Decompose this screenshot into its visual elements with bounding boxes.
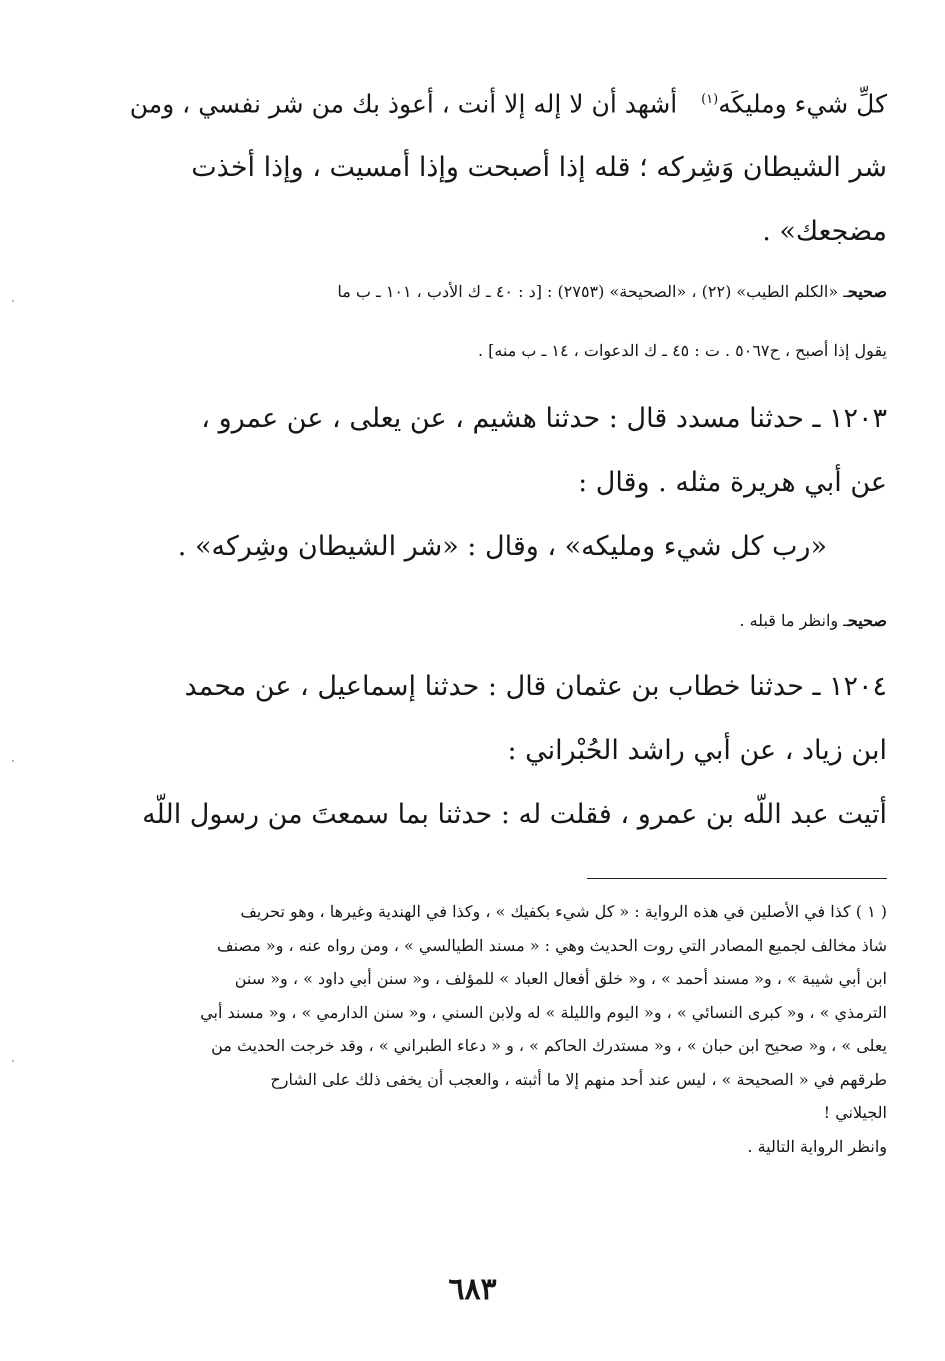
- text-line: ١٢٠٤ ـ حدثنا خطاب بن عثمان قال : حدثنا إسماعيل ، عن محمد: [184, 671, 887, 702]
- text-line: [117, 68, 887, 136]
- hadith-grade: [117, 272, 887, 371]
- text-span: ـ وانظر ما قبله .: [739, 611, 848, 630]
- footnote-line: وانظر الرواية التالية .: [747, 1136, 887, 1156]
- text-line: مضجعك» .: [762, 216, 887, 248]
- text-span: أشهد أن لا إله إلا أنت ، أعوذ بك من شر نفسي ، ومن: [129, 89, 678, 119]
- footnote-divider: [587, 878, 887, 879]
- quoted-line: «رب كل شيء ومليكه» ، وقال : «شر الشيطان وشِركه» .: [177, 531, 827, 562]
- footnote-reference[interactable]: (١): [701, 92, 719, 107]
- hadith-1204: [117, 655, 887, 847]
- text-line: شر الشيطان وَشِركه ؛ قله إذا أصبحت وإذا أمسيت ، وإذا أخذت: [191, 152, 887, 184]
- grade-label: صحيح: [847, 282, 887, 301]
- scan-speck: [12, 760, 14, 762]
- footnote-line: طرقهم في « الصحيحة » ، ليس عند أحد منهم إلا ما أثبته ، والعجب أن يخفى ذلك على الشارح: [270, 1069, 887, 1089]
- text-line: [117, 601, 887, 641]
- text-line: أتيت عبد اللّه بن عمرو ، فقلت له : حدثنا بما سمعتَ من رسول اللّه: [142, 799, 887, 830]
- hadith-grade: [117, 601, 887, 641]
- footnote-line: شاذ مخالف لجميع المصادر التي روت الحديث وهي : « مسند الطيالسي » ، ومن رواه عنه ، و« مصنف: [217, 935, 887, 955]
- scan-speck: [12, 300, 14, 302]
- text-line: يقول إذا أصبح ، ح٥٠٦٧ . ت : ٤٥ ـ ك الدعوات ، ١٤ ـ ب منه] .: [477, 341, 887, 360]
- footnote-line: الترمذي » ، و« كبرى النسائي » ، و« اليوم والليلة » له ولابن السني ، و« سنن الدارمي » ، و« مسند أبي: [200, 1002, 887, 1022]
- text-line: عن أبي هريرة مثله . وقال :: [578, 467, 887, 498]
- footnote-line: الجيلاني !: [823, 1103, 887, 1122]
- text-line: [117, 272, 887, 312]
- grade-label: صحيح: [847, 611, 887, 630]
- scan-speck: [12, 1060, 14, 1062]
- hadith-1203: [117, 387, 887, 579]
- hadith-continuation: [117, 68, 887, 264]
- page-number: ٦٨٣: [448, 1272, 497, 1307]
- text-span: ـ «الكلم الطيب» (٢٢) ، «الصحيحة» (٢٧٥٣) : [د : ٤٠ ـ ك الأدب ، ١٠١ ـ ب ما: [337, 282, 848, 301]
- text-line: ١٢٠٣ ـ حدثنا مسدد قال : حدثنا هشيم ، عن يعلى ، عن عمرو ،: [201, 403, 887, 434]
- text-line: ابن زياد ، عن أبي راشد الحُبْراني :: [507, 735, 887, 766]
- text-span: كلِّ شيء ومليكَه: [718, 89, 887, 119]
- footnotes: [117, 895, 887, 1163]
- footnote-line: يعلى » ، و« صحيح ابن حبان » ، و« مستدرك الحاكم » ، و « دعاء الطبراني » ، وقد خرجت الحديث من: [211, 1036, 887, 1055]
- footnote-line: ( ١ ) كذا في الأصلين في هذه الرواية : « كل شيء بكفيك » ، وكذا في الهندية وغيرها ، وهو تحريف: [240, 902, 887, 921]
- footnote-line: ابن أبي شيبة » ، و« مسند أحمد » ، و« خلق أفعال العباد » للمؤلف ، و« سنن أبي داود » ، و« سنن: [234, 969, 887, 988]
